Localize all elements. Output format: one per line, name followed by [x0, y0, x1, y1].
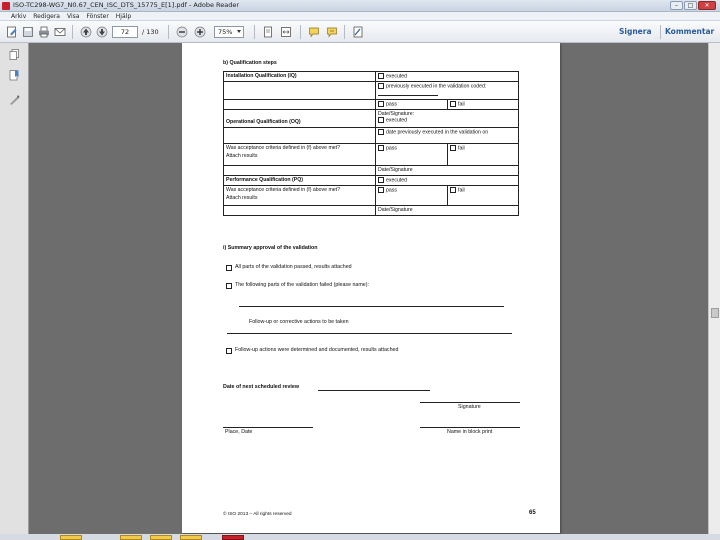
executed-label: executed — [386, 73, 408, 80]
oq-pass-checkbox[interactable] — [378, 145, 384, 151]
comment-panel-button[interactable]: Kommentar — [665, 27, 715, 36]
all-passed-checkbox[interactable] — [226, 265, 232, 271]
qualification-table — [223, 71, 519, 216]
previously-executed-label: previously executed in the validation coded: — [386, 83, 487, 90]
iq-label: Installation Qualification (IQ) — [226, 73, 297, 79]
maximize-button[interactable]: □ — [684, 1, 697, 10]
pq-fail-checkbox[interactable] — [450, 187, 456, 193]
menu-hjalp[interactable]: Hjälp — [115, 13, 132, 20]
taskbar-item-adobe-reader[interactable] — [222, 535, 244, 540]
executed-checkbox[interactable] — [378, 73, 384, 79]
fit-width-icon[interactable] — [280, 26, 292, 38]
chevron-down-icon[interactable] — [237, 30, 241, 33]
place-date-line — [223, 427, 313, 428]
block-print-line — [420, 427, 520, 428]
previously-executed-checkbox[interactable] — [378, 83, 384, 89]
toolbar-separator — [344, 25, 345, 39]
page-thumbnails-icon[interactable] — [9, 49, 20, 60]
bookmarks-icon[interactable] — [9, 70, 20, 81]
taskbar-item[interactable] — [60, 535, 82, 540]
taskbar-item[interactable] — [180, 535, 202, 540]
pass-label: pass — [386, 101, 397, 108]
executed-label: executed — [386, 117, 408, 124]
sign-panel-button[interactable]: Signera — [619, 27, 652, 36]
minimize-button[interactable]: – — [670, 1, 683, 10]
page-number-input[interactable]: 72 — [112, 26, 138, 38]
taskbar-item[interactable] — [150, 535, 172, 540]
followup-documented-label: Follow-up actions were determined and documented, results attached — [235, 347, 399, 353]
section-b-heading: b) Qualification steps — [223, 60, 277, 66]
pass-label: pass — [386, 145, 397, 152]
followup-line — [227, 333, 512, 334]
failed-parts-label: The following parts of the validation failed (please name): — [235, 282, 369, 288]
next-page-icon[interactable] — [96, 26, 108, 38]
fail-label: fail — [458, 145, 465, 152]
copyright-notice: © ISO 2013 – All rights reserved — [223, 512, 292, 517]
followup-checkbox[interactable] — [226, 348, 232, 354]
followup-label: Follow-up or corrective actions to be taken — [249, 319, 349, 325]
oq-executed-checkbox[interactable] — [378, 117, 384, 123]
navigation-pane — [0, 43, 29, 540]
taskbar — [0, 534, 720, 540]
attach-results-label: Attach results — [226, 153, 258, 160]
scrollbar-thumb[interactable] — [711, 308, 719, 318]
close-button[interactable]: ✕ — [698, 1, 716, 10]
signature-label: Signature — [458, 404, 481, 410]
signature-line — [420, 402, 520, 403]
next-review-label: Date of next scheduled review — [223, 384, 299, 390]
acceptance-question: Was acceptance criteria defined in (f) above met? — [226, 186, 340, 193]
comment-icon[interactable] — [308, 26, 320, 38]
acceptance-question: Was acceptance criteria defined in (f) above met? — [226, 144, 340, 151]
menu-redigera[interactable]: Redigera — [33, 13, 60, 20]
date-previously-executed-label: date previously executed in the validation on — [386, 129, 489, 136]
oq-fail-checkbox[interactable] — [450, 145, 456, 151]
date-signature-label: Date/Signature: — [378, 110, 415, 117]
menu-arkiv[interactable]: Arkiv — [11, 13, 27, 20]
toolbar-separator — [72, 25, 73, 39]
pdf-page — [182, 43, 560, 533]
failed-parts-checkbox[interactable] — [226, 283, 232, 289]
section-i-heading: i) Summary approval of the validation — [223, 245, 318, 251]
all-passed-label: All parts of the validation passed, results attached — [235, 264, 352, 270]
highlight-icon[interactable] — [326, 26, 338, 38]
place-date-label: Place, Date — [225, 429, 253, 435]
pq-executed-checkbox[interactable] — [378, 177, 384, 183]
pq-label: Performance Qualification (PQ) — [226, 176, 303, 183]
iq-fail-checkbox[interactable] — [450, 101, 456, 107]
iq-pass-checkbox[interactable] — [378, 101, 384, 107]
menu-visa[interactable]: Visa — [66, 13, 80, 20]
date-previously-executed-checkbox[interactable] — [378, 129, 384, 135]
taskbar-item[interactable] — [120, 535, 142, 540]
print-icon[interactable] — [38, 26, 50, 38]
email-icon[interactable] — [54, 26, 66, 38]
page-total: / 130 — [142, 28, 159, 36]
toolbar-separator — [168, 25, 169, 39]
previous-page-icon[interactable] — [80, 26, 92, 38]
attach-results-label: Attach results — [226, 195, 258, 202]
date-signature-label: Date/Signature — [378, 166, 413, 173]
fail-label: fail — [458, 101, 465, 108]
toolbar-separator — [660, 25, 661, 39]
next-review-line — [318, 390, 430, 391]
executed-label: executed — [386, 177, 408, 184]
vertical-scrollbar[interactable] — [708, 43, 720, 540]
toolbar-separator — [300, 25, 301, 39]
create-pdf-icon[interactable] — [6, 26, 18, 38]
menu-bar — [0, 12, 720, 21]
menu-fonster[interactable]: Fönster — [86, 13, 109, 20]
fail-label: fail — [458, 187, 465, 193]
sign-document-icon[interactable] — [352, 26, 364, 38]
pq-pass-checkbox[interactable] — [378, 187, 384, 193]
toolbar-separator — [254, 25, 255, 39]
pass-label: pass — [386, 187, 397, 193]
signatures-icon[interactable] — [9, 94, 20, 105]
failed-parts-line — [239, 306, 504, 307]
zoom-level-select[interactable]: 75% — [214, 26, 244, 38]
name-block-print-label: Name in block print — [447, 429, 493, 435]
toolbar — [0, 21, 720, 43]
fit-page-icon[interactable] — [262, 26, 274, 38]
oq-label: Operational Qualification (OQ) — [226, 119, 301, 126]
window-title: ISO-TC298-WG7_N0.67_CEN_ISC_DTS_15775_E[1].pdf - Adobe Reader — [13, 1, 240, 9]
save-icon[interactable] — [22, 26, 34, 38]
adobe-reader-icon — [2, 2, 10, 10]
date-signature-label: Date/Signature — [378, 206, 413, 213]
page-number: 65 — [529, 510, 536, 516]
zoom-in-icon[interactable] — [194, 26, 206, 38]
title-bar — [0, 0, 720, 12]
zoom-out-icon[interactable] — [176, 26, 188, 38]
